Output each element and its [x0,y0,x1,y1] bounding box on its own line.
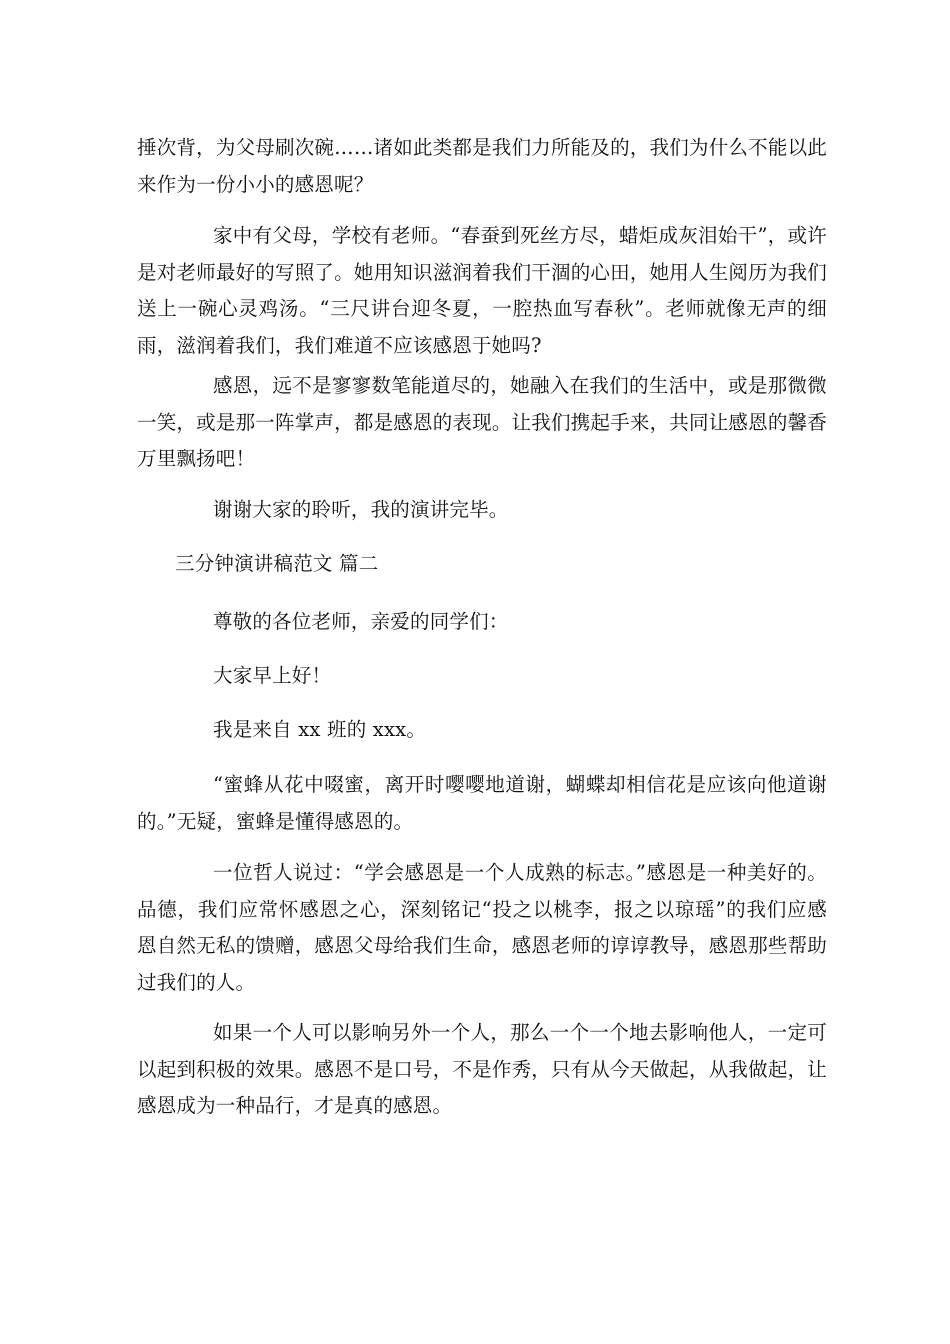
paragraph-bees: “蜜蜂从花中啜蜜，离开时嘤嘤地道谢，蝴蝶却相信花是应该向他道谢的。”无疑，蜜蜂是懂得感恩的。 [137,773,827,833]
paragraph-gratitude-actions: 捶次背，为父母刷次碗……诸如此类都是我们力所能及的，我们为什么不能以此来作为一份小小的感恩呢？ [137,136,827,196]
paragraph-good-morning: 大家早上好！ [213,664,332,687]
paragraph-greeting-audience: 尊敬的各位老师，亲爱的同学们： [213,610,509,633]
paragraph-gratitude-life: 感恩，远不是寥寥数笔能道尽的，她融入在我们的生活中，或是那微微一笑，或是那一阵掌声，都是感恩的表现。让我们携起手来，共同让感恩的馨香万里飘扬吧！ [137,374,827,470]
paragraph-teachers: 家中有父母，学校有老师。“春蚕到死丝方尽，蜡炬成灰泪始干”，或许是对老师最好的写照了。她用知识滋润着我们干涸的心田，她用人生阅历为我们送上一碗心灵鸡汤。“三尺讲台迎冬夏，一腔热血写春秋”。老师就像无声的细雨，滋润着我们，我们难道不应该感恩于她吗? [137,224,827,357]
paragraph-philosopher: 一位哲人说过：“学会感恩是一个人成熟的标志。”感恩是一种美好的。品德，我们应常怀感恩之心，深刻铭记“投之以桃李，报之以琼瑶”的我们应感恩自然无私的馈赠，感恩父母给我们生命，感恩老师的谆谆教导，感恩那些帮助过我们的人。 [137,861,827,994]
paragraph-introduction: 我是来自 xx 班的 xxx。 [213,718,427,741]
paragraph-thanks: 谢谢大家的聆听，我的演讲完毕。 [213,498,509,521]
section-heading: 三分钟演讲稿范文 篇二 [175,552,379,575]
paragraph-influence: 如果一个人可以影响另外一个人，那么一个一个地去影响他人，一定可以起到积极的效果。感恩不是口号，不是作秀，只有从今天做起，从我做起，让感恩成为一种品行，才是真的感恩。 [137,1021,827,1117]
